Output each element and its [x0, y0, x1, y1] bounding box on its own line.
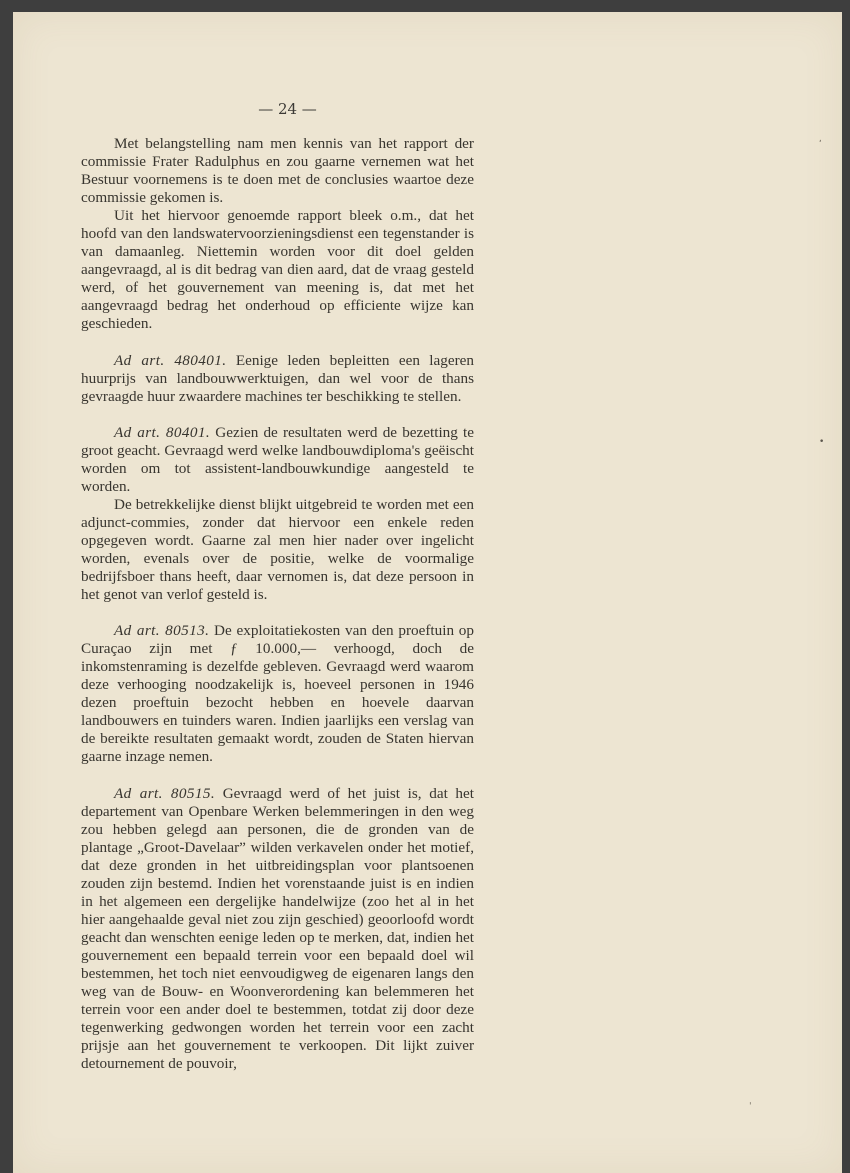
article-reference: Ad art. 480401. [114, 351, 227, 369]
paragraph-text: Eenige leden bepleitten een lageren huurprijs van landbouwwerktuigen, dan wel voor de thans gevraagde huur zwaardere machines ter beschikking te stellen. [81, 351, 474, 405]
paper-speck-mark: ʹ [819, 140, 822, 150]
paragraph-text: De betrekkelijke dienst blijkt uitgebreid te worden met een adjunct-commies, zonder dat hiervoor een enkele reden opgegeven wordt. Gaarne zal men hier nader over ingelicht worden, evenals over de positie, welke de voormalige bedrijfsboer thans heeft, daar vernomen is, dat deze persoon in het genot van verlof gesteld is. [81, 495, 474, 604]
paragraph-text: Gevraagd werd of het juist is, dat het departement van Openbare Werken belemmeringen in den weg zou hebben gelegd aan personen, die de gronden van de plantage „Groot-Davelaar” wilden verkavelen onder het motief, dat deze gronden in het uitbreidingsplan voor plantsoenen zouden zijn bestemd. Indien het vorenstaande juist is en indien in het algemeen een dergelijke handelwijze (zoo het al in het hier aangehaalde geval niet zou zijn geschied) geoorloofd wordt geacht dan wenschten eenige leden op te merken, dat, indien het gouvernement een bepaald terrein voor een bepaald doel wil bestemmen, het toch niet eenvoudigweg de eigenaren langs den weg van de Bouw- en Woonverordening kan belemmeren het terrein voor een ander doel te bestemmen, totdat zij door deze tegenwerking gedwongen worden het terrein voor een zacht prijsje aan het gouvernement te verkoopen. Dit lijkt zuiver detournement de pouvoir, [81, 784, 474, 1073]
paragraph-art-480401 [81, 352, 474, 406]
paragraph-art-80513 [81, 622, 474, 766]
spacer [81, 334, 474, 352]
paragraph-text: Gezien de resultaten werd de bezetting te groot geacht. Gevraagd werd welke landbouwdiploma's geëischt worden om tot assistent-landbouwkundige aangesteld te worden. [81, 423, 474, 495]
paragraph-text: Met belangstelling nam men kennis van het rapport der commissie Frater Radulphus en zou gaarne vernemen wat het Bestuur voornemens is te doen met de conclusies waartoe deze commissie gekomen is. [81, 135, 474, 207]
paragraph-art-80401 [81, 424, 474, 496]
spacer [81, 767, 474, 785]
page-number: — 24 — [258, 100, 317, 118]
paragraph-landswatervoorziening [81, 207, 474, 333]
article-reference: Ad art. 80401. [114, 423, 211, 441]
body-text [81, 135, 474, 1073]
paragraph-adjunct-commies [81, 496, 474, 604]
paragraph-text: De exploitatiekosten van den proeftuin op Curaçao zijn met ƒ 10.000,— verhoogd, doch de inkomstenraming is dezelfde gebleven. Gevraagd werd waarom deze verhooging noodzakelijk is, hoeveel personen in 1946 dezen proeftuin bezocht hebben en hoevele daarvan landbouwers en tuinders waren. Indien jaarlijks een verslag van de bereikte resultaten gemaakt wordt, zouden de Staten hiervan gaarne inzage nemen. [81, 622, 474, 766]
paragraph-text: Uit het hiervoor genoemde rapport bleek o.m., dat het hoofd van den landswatervoorzieningsdienst een tegenstander is van damaanleg. Niettemin worden voor dit doel gelden aangevraagd, al is dit bedrag van dien aard, dat de vraag gesteld werd, of het gouvernement van meening is, dat met het aangevraagd bedrag het onderhoud op efficiente wijze kan geschieden. [81, 207, 474, 333]
document-page [13, 12, 842, 1173]
spacer [81, 604, 474, 622]
paragraph-art-80515 [81, 785, 474, 1074]
paragraph-commissie-rapport [81, 135, 474, 207]
paper-speck-mark: ˈ [749, 1102, 752, 1112]
article-reference: Ad art. 80513. [114, 622, 210, 640]
article-reference: Ad art. 80515. [114, 784, 216, 802]
spacer [81, 406, 474, 424]
paper-speck-mark: • [819, 437, 825, 447]
